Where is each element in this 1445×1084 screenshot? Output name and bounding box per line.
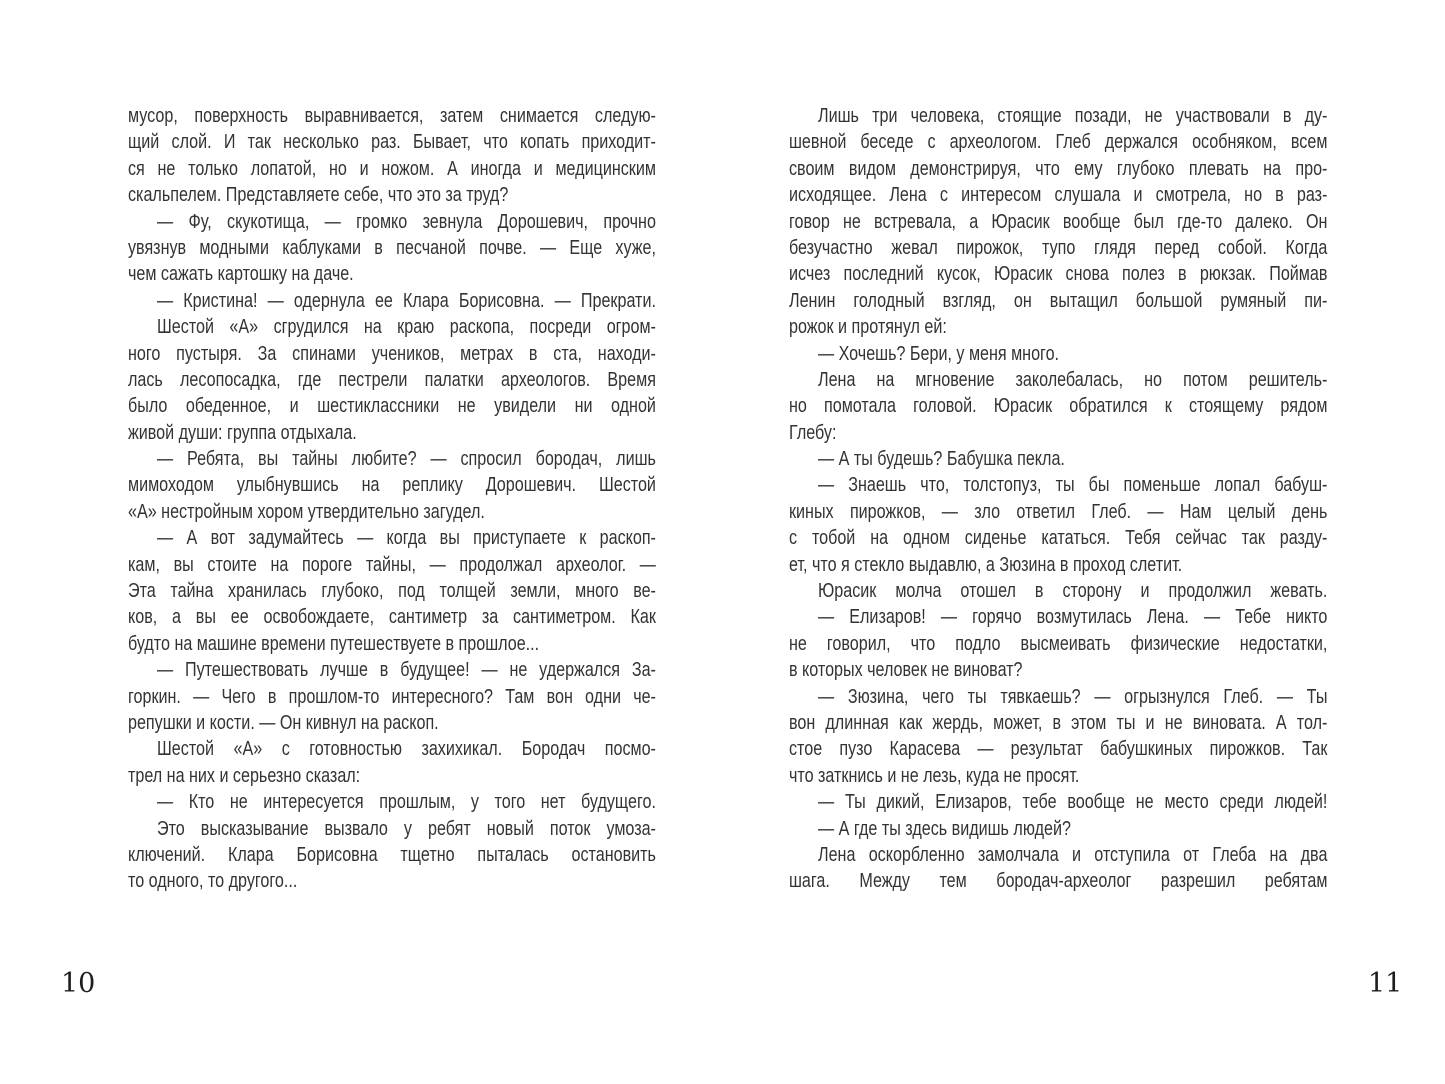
text-line: будто на машине времени путешествуете в прошлое... xyxy=(128,632,540,655)
text-line: исчез последний кусок, Юрасик снова полез в рюкзак. Поймав xyxy=(789,263,1328,286)
text-line: — Ребята, вы тайны любите? — спросил бородач, лишь xyxy=(157,448,656,471)
text-line: Лишь три человека, стоящие позади, не участвовали в ду- xyxy=(818,105,1328,127)
text-line: Эта тайна хранилась глубоко, под толщей земли, много ве- xyxy=(128,580,656,603)
text-line: — А вот задумайтесь — когда вы приступаете к раскоп- xyxy=(157,527,656,550)
text-line: — Кристина! — одернула ее Клара Борисовна. — Прекрати. xyxy=(157,289,656,312)
text-line: Шестой «А» с готовностью захихикал. Бородач посмо- xyxy=(157,738,656,761)
text-line: — Хочешь? Бери, у меня много. xyxy=(818,342,1060,365)
text-line: но помотала головой. Юрасик обратился к стоящему рядом xyxy=(789,395,1328,418)
text-line: ет, что я стекло выдавлю, а Зюзина в проход слетит. xyxy=(789,553,1183,576)
text-line: с тобой на одном сиденье кататься. Тебя сейчас так разду- xyxy=(789,527,1328,550)
right-page-text-column xyxy=(789,103,1327,895)
text-line: трел на них и серьезно сказал: xyxy=(128,764,361,787)
text-line: — Путешествовать лучше в будущее! — не удержался За- xyxy=(157,659,656,682)
text-line: киных пирожков, — зло ответил Глеб. — Нам целый день xyxy=(789,500,1328,523)
text-line: рожок и протянул ей: xyxy=(789,316,947,339)
text-line: исходящее. Лена с интересом слушала и смотрела, но в раз- xyxy=(789,184,1328,207)
text-line: вон длинная как жердь, может, в этом ты и не виновата. А тол- xyxy=(789,711,1328,734)
text-line: Глебу: xyxy=(789,421,837,444)
text-line: лась лесопосадка, где пестрели палатки археологов. Время xyxy=(128,368,656,391)
text-line: — Кто не интересуется прошлым, у того нет будущего. xyxy=(157,791,656,814)
text-line: горкин. — Чего в прошлом-то интересного? Там вон одни че- xyxy=(128,685,656,708)
text-line: ков, а вы ее освобождаете, сантиметр за сантиметром. Как xyxy=(128,606,656,629)
text-line: — Елизаров! — горячо возмутилась Лена. — Тебе никто xyxy=(818,606,1328,629)
text-line: живой души: группа отдыхала. xyxy=(128,421,357,444)
left-page-text-column xyxy=(128,103,656,895)
text-line: — А ты будешь? Бабушка пекла. xyxy=(818,448,1065,471)
text-line: мимоходом улыбнувшись на реплику Дорошевич. Шестой xyxy=(128,474,656,497)
text-line: Лена оскорбленно замолчала и отступила от Глеба на два xyxy=(818,843,1328,866)
text-line: — Фу, скукотища, — громко зевнула Дорошевич, прочно xyxy=(157,210,656,233)
text-line: — Знаешь что, толстопуз, ты бы поменьше лопал бабуш- xyxy=(818,474,1328,497)
text-line: стое пузо Карасева — результат бабушкиных пирожков. Так xyxy=(789,738,1328,761)
text-line: не говорил, что подло высмеивать физические недостатки, xyxy=(789,632,1328,655)
text-line: ного пустыря. За спинами учеников, метрах в ста, находи- xyxy=(128,342,656,365)
text-line: Шестой «А» сгрудился на краю раскопа, посреди огром- xyxy=(157,316,656,339)
text-line: — Зюзина, чего ты тявкаешь? — огрызнулся Глеб. — Ты xyxy=(818,685,1328,708)
text-line: Это высказывание вызвало у ребят новый поток умоза- xyxy=(157,817,656,840)
text-line: Лена на мгновение заколебалась, но потом решитель- xyxy=(818,368,1328,391)
text-line: скальпелем. Представляете себе, что это за труд? xyxy=(128,184,509,207)
text-line: Ленин голодный взгляд, он вытащил большой румяный пи- xyxy=(789,289,1328,312)
text-line: в которых человек не виноват? xyxy=(789,659,1023,682)
text-line: безучастно жевал пирожок, тупо глядя перед собой. Когда xyxy=(789,236,1328,259)
page-number-left: 10 xyxy=(61,968,96,999)
text-line: кам, вы стоите на пороге тайны, — продолжал археолог. — xyxy=(128,553,656,576)
text-line: ся не только лопатой, но и ножом. А иногда и медицинским xyxy=(128,157,656,180)
text-line: шевной беседе с археологом. Глеб держался особняком, всем xyxy=(789,131,1328,154)
text-line: было обеденное, и шестиклассники не увидели ни одной xyxy=(128,395,656,418)
text-line: то одного, то другого... xyxy=(128,870,298,893)
text-line: шага. Между тем бородач-археолог разрешил ребятам xyxy=(789,870,1328,893)
text-line: ключений. Клара Борисовна тщетно пыталась остановить xyxy=(128,843,656,866)
text-line: чем сажать картошку на даче. xyxy=(128,263,354,286)
text-line: своим видом демонстрируя, что ему глубоко плевать на про- xyxy=(789,157,1328,180)
text-line: репушки и кости. — Он кивнул на раскоп. xyxy=(128,711,439,734)
text-line: — Ты дикий, Елизаров, тебе вообще не место среди людей! xyxy=(818,791,1328,814)
text-line: Юрасик молча отошел в сторону и продолжил жевать. xyxy=(818,580,1328,603)
text-line: говор не встревала, а Юрасик вообще был где-то далеко. Он xyxy=(789,210,1328,233)
text-line: «А» нестройным хором утвердительно загудел. xyxy=(128,500,485,523)
text-line: — А где ты здесь видишь людей? xyxy=(818,817,1071,840)
text-line: щий слой. И так несколько раз. Бывает, что копать приходит- xyxy=(128,131,656,154)
text-line: мусор, поверхность выравнивается, затем снимается следую- xyxy=(128,105,656,127)
page-number-right: 11 xyxy=(1368,968,1403,999)
text-line: что заткнись и не лезь, куда не просят. xyxy=(789,764,1080,787)
text-line: увязнув модными каблуками в песчаной почве. — Еще хуже, xyxy=(128,236,656,259)
